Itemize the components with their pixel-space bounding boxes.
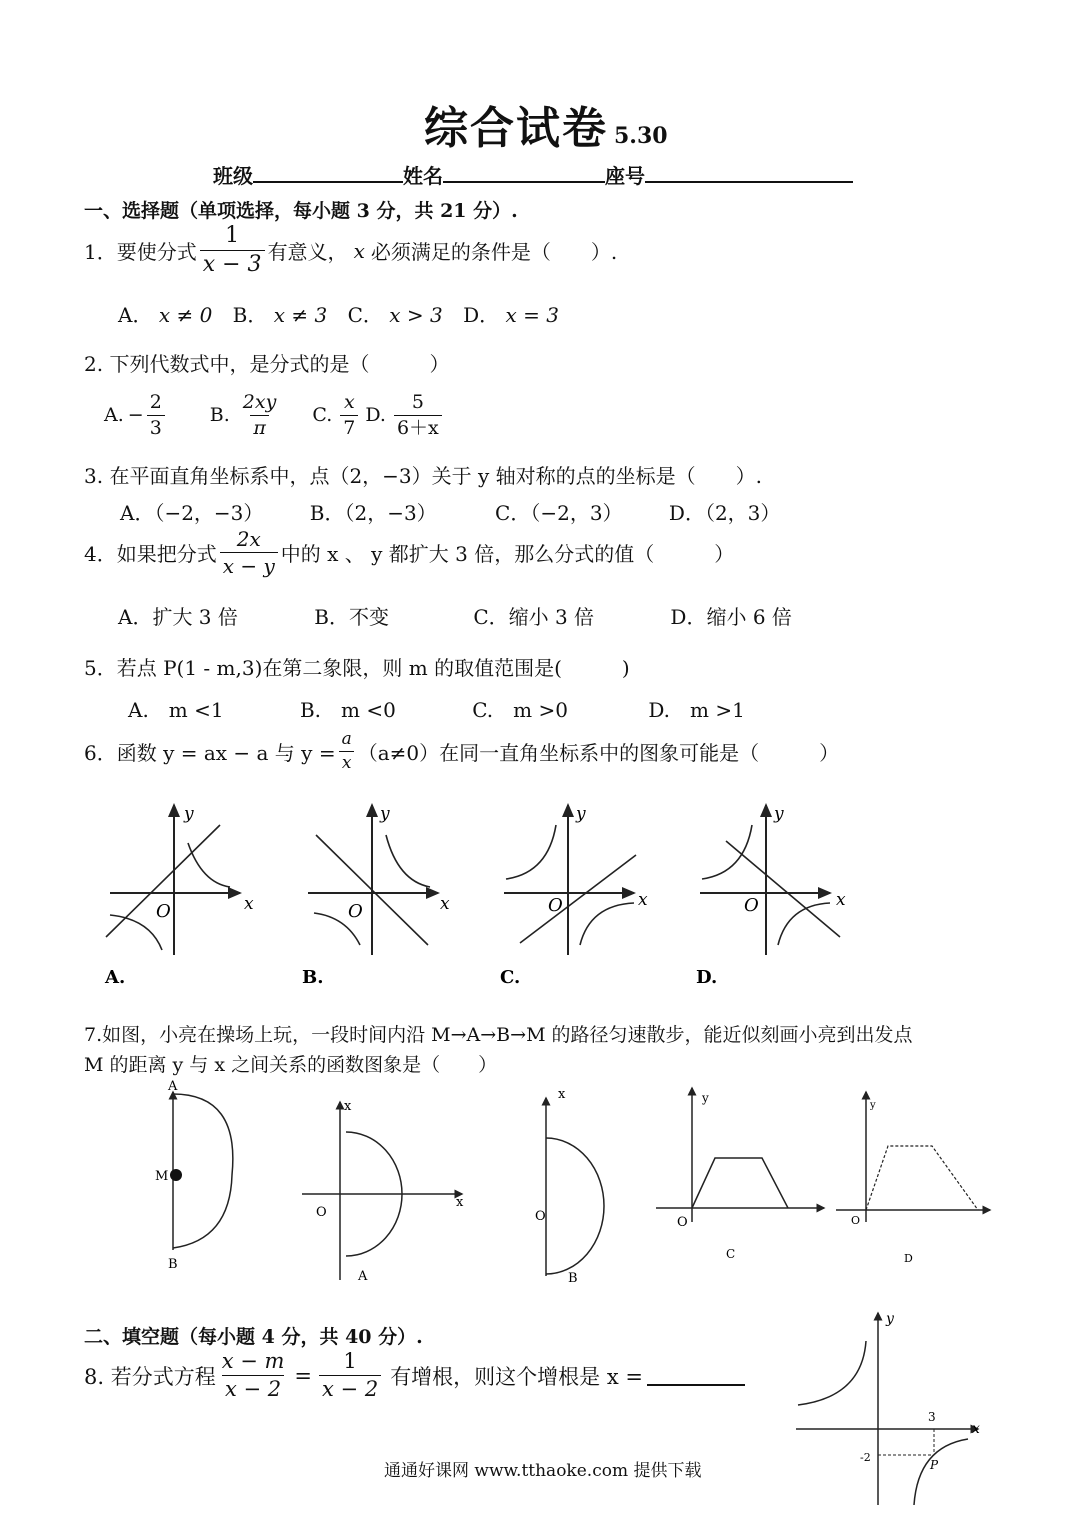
q5-opt-b[interactable]: B. m <0 (299, 698, 396, 722)
q2-c-num: x (343, 391, 355, 413)
q6-d-axis-x: x (836, 890, 846, 910)
q1-opt-b-label: B． (232, 303, 268, 327)
class-blank[interactable] (253, 163, 403, 183)
q8-lhs-frac (219, 1350, 288, 1401)
q4-options (118, 601, 792, 630)
q5-options (128, 694, 745, 723)
side-axis-x: x (972, 1421, 980, 1437)
title-text: 综合试卷 (424, 103, 608, 154)
q1-opt-b[interactable]: x ≠ 3 (273, 303, 328, 327)
q2-a-num: 2 (149, 391, 162, 413)
q2-opt-d-frac[interactable] (394, 392, 442, 439)
q2-opt-c-frac[interactable] (340, 392, 358, 439)
q7-graph-b[interactable] (535, 1087, 604, 1286)
side-tick-y: -2 (860, 1451, 871, 1464)
q7-d-origin: O (851, 1214, 861, 1227)
q2-b-num: 2xy (242, 391, 277, 413)
q7-c-axis-y: y (702, 1091, 709, 1105)
q7-a-origin: O (316, 1205, 327, 1220)
q6-a-axis-x: x (244, 894, 254, 914)
q6-b-origin: O (348, 901, 363, 922)
q8-rhs-den: x − 2 (319, 1375, 381, 1401)
q7-b-origin: O (535, 1209, 546, 1224)
q2-b-den: π (250, 415, 269, 439)
q4-opt-b[interactable]: B．不变 (314, 605, 389, 629)
question-1 (84, 224, 617, 277)
q4-opt-d[interactable]: D．缩小 6 倍 (670, 605, 792, 629)
q6-b-label: B. (302, 967, 324, 988)
q7-graph-c[interactable] (656, 1088, 824, 1261)
q6-c-label: C. (500, 967, 521, 988)
side-axis-y: y (886, 1311, 894, 1327)
q1-prefix: 1．要使分式 (84, 240, 197, 265)
q8-suffix: 有增根，则这个增根是 x = (390, 1364, 643, 1389)
q1-suffix: 有意义， (267, 240, 348, 265)
q2-opt-c-label: C. (312, 404, 333, 427)
q2-a-den: 3 (147, 415, 165, 439)
q1-suffix2: 必须满足的条件是（ ）. (370, 240, 618, 265)
q6-c-axis-x: x (638, 890, 648, 910)
class-label: 班级 (213, 164, 253, 188)
q2-options (104, 392, 445, 439)
section2-heading: 二、填空题（每小题 4 分，共 40 分）. (84, 1326, 423, 1348)
section1-heading: 一、选择题（单项选择，每小题 3 分，共 21 分）. (84, 200, 518, 222)
q4-opt-c[interactable]: C．缩小 3 倍 (473, 605, 595, 629)
q6-a-label: A. (105, 967, 126, 988)
q8-equals: = (294, 1363, 313, 1388)
q6-c-origin: O (548, 895, 563, 916)
q7-path-label-m: M (155, 1169, 169, 1184)
q8-prefix: 8. 若分式方程 (84, 1364, 216, 1389)
q1-opt-c[interactable]: x > 3 (389, 303, 443, 327)
q6-b-axis-x: x (440, 894, 450, 914)
q2-d-num: 5 (411, 391, 424, 413)
side-point-p: P (930, 1458, 939, 1472)
question-6 (84, 730, 839, 772)
q8-answer-blank[interactable] (647, 1366, 745, 1386)
question-8 (84, 1350, 745, 1401)
q7-c-label: C (726, 1247, 736, 1261)
q7-a-axis-x: x (456, 1195, 464, 1210)
title-date: 5.30 (614, 123, 668, 149)
q6-d-axis-y: y (774, 804, 784, 824)
q2-c-den: 7 (340, 415, 358, 439)
q8-rhs-frac (319, 1350, 381, 1401)
q7-figures (70, 1080, 1070, 1290)
question-7-line2: M 的距离 y 与 x 之间关系的函数图象是（ ） (84, 1054, 498, 1076)
q1-options (118, 299, 559, 328)
name-label: 姓名 (403, 164, 443, 188)
q7-b-label: B (568, 1271, 578, 1286)
question-7-line1: 7.如图，小亮在操场上玩，一段时间内沿 M→A→B→M 的路径匀速散步，能近似刻画小亮到出发点 (84, 1024, 913, 1046)
q2-opt-d-label: D. (365, 404, 386, 427)
q7-graph-a[interactable] (302, 1099, 464, 1284)
footer-credit: 通通好课网 www.tthaoke.com 提供下载 (384, 1461, 702, 1481)
q6-graph-b[interactable] (302, 804, 450, 988)
q2-opt-b-label: B. (209, 404, 230, 427)
q7-a-label: A (358, 1269, 368, 1284)
q5-opt-a[interactable]: A. m <1 (128, 698, 224, 722)
q7-a-axis-y: x (344, 1099, 352, 1114)
q6-graph-c[interactable] (500, 804, 648, 988)
q2-opt-a-frac[interactable] (147, 392, 165, 439)
q4-suffix: 中的 x 、 y 都扩大 3 倍，那么分式的值（ ） (280, 542, 735, 566)
q7-path-label-b: B (168, 1257, 178, 1272)
q4-opt-a[interactable]: A．扩大 3 倍 (118, 605, 238, 629)
q1-opt-d-label: D． (463, 303, 500, 327)
q6-b-axis-y: y (380, 804, 390, 824)
question-3: 3. 在平面直角坐标系中，点（2，−3）关于 y 轴对称的点的坐标是（ ）. (84, 464, 763, 488)
q7-c-origin: O (677, 1215, 688, 1230)
name-blank[interactable] (443, 163, 605, 183)
q2-d-den: 6＋x (394, 415, 442, 439)
q1-fraction (200, 224, 265, 277)
q1-opt-d[interactable]: x = 3 (505, 303, 559, 327)
q1-opt-c-label: C． (347, 303, 383, 327)
q3-opt-d[interactable]: D．（2，3） (668, 501, 781, 525)
q6-suffix: （a≠0）在同一直角坐标系中的图象可能是（ ） (357, 740, 840, 765)
q1-frac-num: 1 (225, 223, 240, 248)
q4-prefix: 4．如果把分式 (84, 542, 217, 566)
seat-label: 座号 (605, 164, 645, 188)
q1-var: x (353, 238, 365, 263)
question-5: 5．若点 P(1 - m,3)在第二象限，则 m 的取值范围是( ) (84, 656, 630, 680)
q8-rhs-num: 1 (343, 1349, 357, 1373)
q6-frac-den: x (339, 751, 355, 773)
q3-options (120, 497, 780, 526)
q6-a-axis-y: y (184, 804, 194, 824)
seat-blank[interactable] (645, 163, 853, 183)
q1-opt-a[interactable]: x ≠ 0 (158, 303, 213, 327)
q4-frac-num: 2x (236, 527, 261, 551)
q6-d-label: D. (696, 967, 718, 988)
q5-opt-d[interactable]: D. m >1 (648, 698, 745, 722)
q1-opt-a-label: A． (118, 303, 153, 327)
q5-opt-c[interactable]: C. m >0 (472, 698, 568, 722)
q6-fraction (339, 730, 355, 772)
q8-lhs-num: x − m (221, 1349, 285, 1373)
q6-graphs (80, 795, 1080, 995)
q6-graph-d[interactable] (696, 804, 846, 988)
q6-a-origin: O (156, 901, 171, 922)
q2-opt-a-sign: − (127, 404, 144, 427)
q2-opt-b-frac[interactable] (240, 392, 280, 439)
q7-graph-d[interactable] (836, 1092, 990, 1265)
q3-opt-a[interactable]: A．（−2，−3） (120, 501, 264, 525)
q8-lhs-den: x − 2 (222, 1375, 284, 1401)
student-info-line (213, 160, 853, 189)
q6-graph-a[interactable] (104, 804, 254, 988)
q1-frac-den: x − 3 (200, 250, 265, 277)
side-tick-x: 3 (928, 1410, 936, 1424)
q2-opt-a-label: A. (104, 404, 124, 427)
question-4 (84, 528, 734, 577)
q3-opt-b[interactable]: B．（2，−3） (309, 501, 437, 525)
q7-path-label-a: A (168, 1080, 178, 1094)
q4-frac-den: x − y (220, 552, 278, 577)
q7-d-axis-y: y (870, 1100, 876, 1111)
side-graph (790, 1305, 990, 1515)
q6-c-axis-y: y (576, 804, 586, 824)
question-2: 2. 下列代数式中，是分式的是（ ） (84, 352, 450, 376)
page-title (424, 92, 668, 156)
q6-prefix: 6．函数 y = ax − a 与 y = (84, 740, 336, 765)
q7-b-axis: x (558, 1087, 566, 1102)
q7-d-label: D (904, 1252, 913, 1265)
q3-opt-c[interactable]: C．（−2，3） (495, 501, 623, 525)
q6-d-origin: O (744, 895, 759, 916)
q6-frac-num: a (341, 729, 352, 749)
q7-path-figure (155, 1080, 233, 1272)
q4-fraction (220, 528, 278, 577)
